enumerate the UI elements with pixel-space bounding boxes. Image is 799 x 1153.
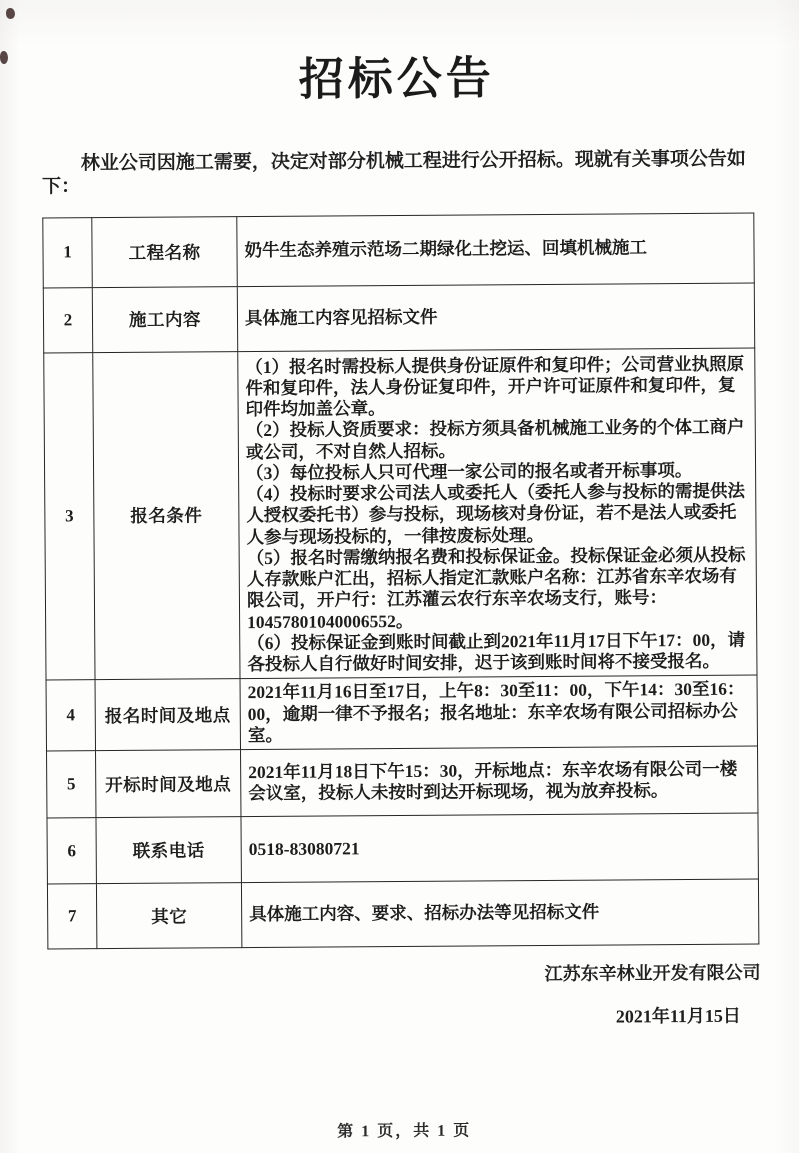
row-content [241, 813, 758, 883]
content-paragraph: （3）每位投标人只可代理一家公司的报名或者开标事项。 [246, 459, 693, 483]
tender-info-table [42, 212, 759, 949]
row-content [238, 348, 757, 679]
row-label: 联系电话 [96, 817, 241, 884]
row-content [237, 213, 754, 287]
row-label: 施工内容 [92, 286, 237, 352]
table-row [44, 348, 757, 681]
row-content [240, 675, 757, 749]
row-content [237, 283, 754, 352]
row-label: 其它 [96, 883, 241, 949]
row-number: 6 [47, 818, 96, 884]
content-paragraph: 具体施工内容见招标文件 [244, 306, 438, 329]
row-number: 1 [43, 217, 92, 287]
page-title: 招标公告 [298, 53, 496, 105]
content-paragraph: （5）报名时需缴纳报名费和投标保证金。投标保证金必须从投标人存款账户汇出，招标人指定汇款账户名称：江苏省东辛农场有限公司，开户行：江苏灌云农行东辛农场支行，账号：10457801040006552。 [246, 544, 746, 632]
row-label: 开标时间及地点 [96, 750, 241, 818]
content-paragraph: 0518-83080721 [248, 838, 360, 860]
table-row [47, 746, 758, 818]
row-label: 报名条件 [93, 351, 240, 680]
row-number: 2 [43, 287, 92, 352]
page-number-indicator: 第 1 页，共 1 页 [337, 1122, 472, 1141]
row-label: 工程名称 [92, 216, 237, 287]
content-paragraph: （2）投标人资质要求：投标方须具备机械施工业务的个体工商户或公司，不对自然人招标。 [245, 416, 745, 462]
content-paragraph: （1）报名时需投标人提供身份证原件和复印件；公司营业执照原件和复印件，法人身份证复印件，开户许可证原件和复印件，复印件均加盖公章。 [245, 353, 745, 420]
row-number: 5 [47, 751, 96, 818]
content-paragraph: 奶牛生态养殖示范场二期绿化土挖运、回填机械施工 [244, 237, 648, 261]
table-row [43, 213, 754, 288]
content-paragraph: （4）投标时要求公司法人或委托人（委托人参与投标的需提供法人授权委托书）参与投标，现场核对身份证，若不是法人或委托人参与现场投标的，一律按废标处理。 [246, 480, 746, 547]
table-row [47, 879, 758, 949]
signature-block [3, 959, 760, 1033]
row-label: 报名时间及地点 [95, 679, 240, 751]
content-paragraph: 2021年11月16日至17日，上午8：30至11：00，下午14：30至16：00，逾期一律不予报名；报名地址：东辛农场有限公司招标办公室。 [247, 678, 745, 745]
row-number: 3 [44, 352, 95, 680]
row-content [241, 879, 758, 948]
signature-date: 2021年11月15日 [615, 1005, 741, 1027]
content-paragraph: 2021年11月18日下午15：30，开标地点：东辛农场有限公司一楼会议室，投标人未按时到达开标现场，视为放弃投标。 [248, 758, 738, 804]
table-row [46, 675, 757, 751]
row-number: 7 [47, 884, 96, 949]
signature-company: 江苏东辛林业开发有限公司 [544, 962, 761, 985]
row-content [241, 746, 758, 817]
table-row [43, 283, 754, 353]
content-paragraph: （6）投标保证金到账时间截止到2021年11月17日下午17：00，请各投标人自行做好时间安排，迟于该到账时间将不接受报名。 [247, 629, 746, 675]
row-number: 4 [46, 680, 95, 751]
content-paragraph: 具体施工内容、要求、招标办法等见招标文件 [249, 902, 600, 925]
table-row [47, 813, 758, 884]
intro-paragraph: 林业公司因施工需要，决定对部分机械工程进行公开招标。现就有关事项公告如下： [42, 148, 746, 198]
